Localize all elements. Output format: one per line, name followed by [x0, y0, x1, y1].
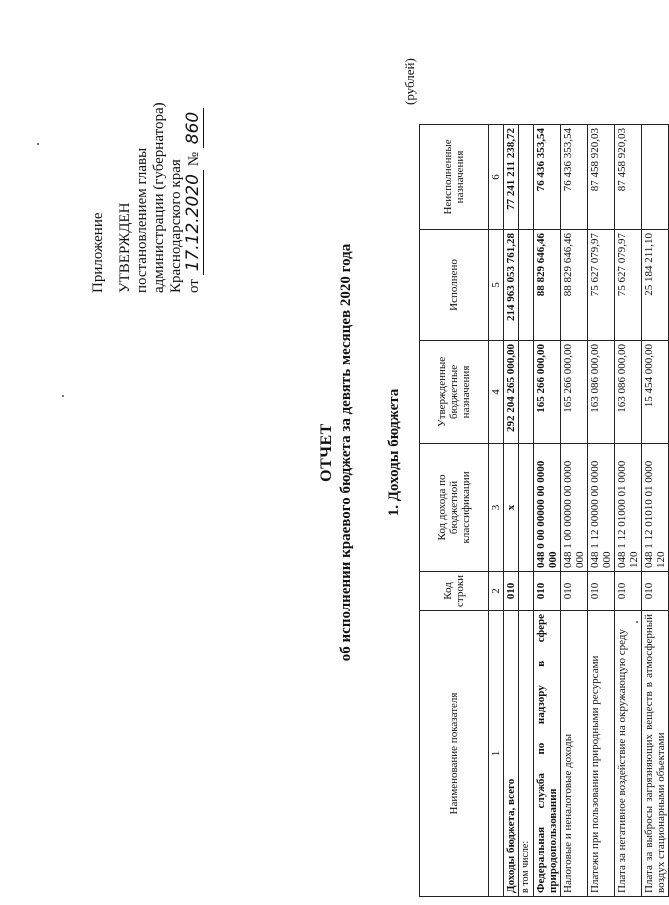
row-income-code: x	[504, 443, 519, 571]
row-remaining	[642, 124, 669, 229]
col-number: 6	[489, 124, 504, 229]
unit-label: (рублей)	[402, 58, 417, 105]
header-line-code: Код строки	[420, 571, 489, 610]
table-row	[588, 124, 615, 896]
row-name: в том числе:	[519, 611, 534, 897]
row-remaining	[519, 124, 534, 229]
table-row	[504, 124, 519, 896]
header-income-code: Код дохода по бюджетной классификации	[420, 443, 489, 571]
approval-line-2: администрации (губернатора)	[151, 102, 167, 293]
row-income-code: 048 1 12 01010 01 0000 120	[642, 443, 669, 571]
approval-line-3: Краснодарского края	[168, 159, 184, 293]
date-prefix: от	[186, 279, 202, 293]
table-row	[534, 124, 561, 896]
col-number: 3	[489, 443, 504, 571]
approval-block	[90, 33, 203, 293]
row-approved: 292 204 265 000,00	[504, 340, 519, 443]
row-executed: 75 627 079,97	[615, 229, 642, 340]
row-name: Доходы бюджета, всего	[504, 611, 519, 897]
number-prefix: №	[186, 151, 202, 167]
table-row	[615, 124, 642, 896]
report-title: ОТЧЕТ	[318, 423, 335, 482]
appendix-label: Приложение	[90, 212, 106, 293]
approval-date-line	[185, 33, 203, 293]
row-approved: 165 266 000,00	[561, 340, 588, 443]
row-income-code: 048 1 12 00000 00 0000 000	[588, 443, 615, 571]
header-executed: Исполнено	[420, 229, 489, 340]
handwritten-number: 860	[183, 108, 204, 148]
header-approved: Утвержденные бюджетные назначения	[420, 340, 489, 443]
header-remaining: Неисполненные назначения	[420, 124, 489, 229]
row-name: Федеральная служба по надзору в сфере природопользования	[534, 611, 561, 897]
row-approved: 163 086 000,00	[588, 340, 615, 443]
row-line-code: 010	[615, 571, 642, 610]
table-row	[561, 124, 588, 896]
handwritten-date: 17.12.2020	[183, 170, 204, 275]
row-executed: 88 829 646,46	[534, 229, 561, 340]
col-number: 5	[489, 229, 504, 340]
row-line-code	[519, 571, 534, 610]
approved-label: УТВЕРЖДЕН	[117, 202, 133, 293]
section-title: 1. Доходы бюджета	[386, 388, 402, 517]
scan-speck	[37, 143, 39, 145]
row-line-code: 010	[561, 571, 588, 610]
row-remaining: 76 436 353,54	[561, 124, 588, 229]
row-line-code: 010	[588, 571, 615, 610]
row-income-code: 048 1 00 00000 00 0000 000	[561, 443, 588, 571]
row-remaining: 87 458 920,03	[588, 124, 615, 229]
row-executed	[519, 229, 534, 340]
row-name: Платежи при пользовании природными ресурсами	[588, 611, 615, 897]
col-number: 1	[489, 611, 504, 897]
column-number-row	[489, 124, 504, 896]
scan-speck	[636, 621, 638, 623]
report-subtitle: об исполнении краевого бюджета за девять месяцев 2020 года	[338, 243, 354, 662]
row-executed: 214 963 053 761,28	[504, 229, 519, 340]
row-approved: 163 086 000,00	[615, 340, 642, 443]
table-header-row	[420, 124, 489, 896]
table-row	[519, 124, 534, 896]
row-income-code	[519, 443, 534, 571]
row-remaining: 77 241 211 238,72	[504, 124, 519, 229]
row-income-code: 048 0 00 00000 00 0000 000	[534, 443, 561, 571]
row-line-code: 010	[534, 571, 561, 610]
row-approved: 15 454 000,00	[642, 340, 669, 443]
row-name: Плата за выбросы загрязняющих веществ в атмосферный воздух стационарными объектами	[642, 611, 669, 897]
income-table	[419, 124, 669, 897]
row-income-code: 048 1 12 01000 01 0000 120	[615, 443, 642, 571]
row-executed: 25 184 211,10	[642, 229, 669, 340]
row-remaining: 87 458 920,03	[615, 124, 642, 229]
row-name: Плата за негативное воздействие на окружающую среду	[615, 611, 642, 897]
scan-speck	[62, 395, 64, 397]
row-approved	[519, 340, 534, 443]
header-name: Наименование показателя	[420, 611, 489, 897]
col-number: 4	[489, 340, 504, 443]
row-remaining: 76 436 353,54	[534, 124, 561, 229]
row-executed: 88 829 646,46	[561, 229, 588, 340]
row-approved: 165 266 000,00	[534, 340, 561, 443]
row-line-code: 010	[642, 571, 669, 610]
row-executed: 75 627 079,97	[588, 229, 615, 340]
row-name: Налоговые и неналоговые доходы	[561, 611, 588, 897]
row-line-code: 010	[504, 571, 519, 610]
table-row	[642, 124, 669, 896]
approval-line-1: постановлением главы	[134, 147, 150, 293]
col-number: 2	[489, 571, 504, 610]
